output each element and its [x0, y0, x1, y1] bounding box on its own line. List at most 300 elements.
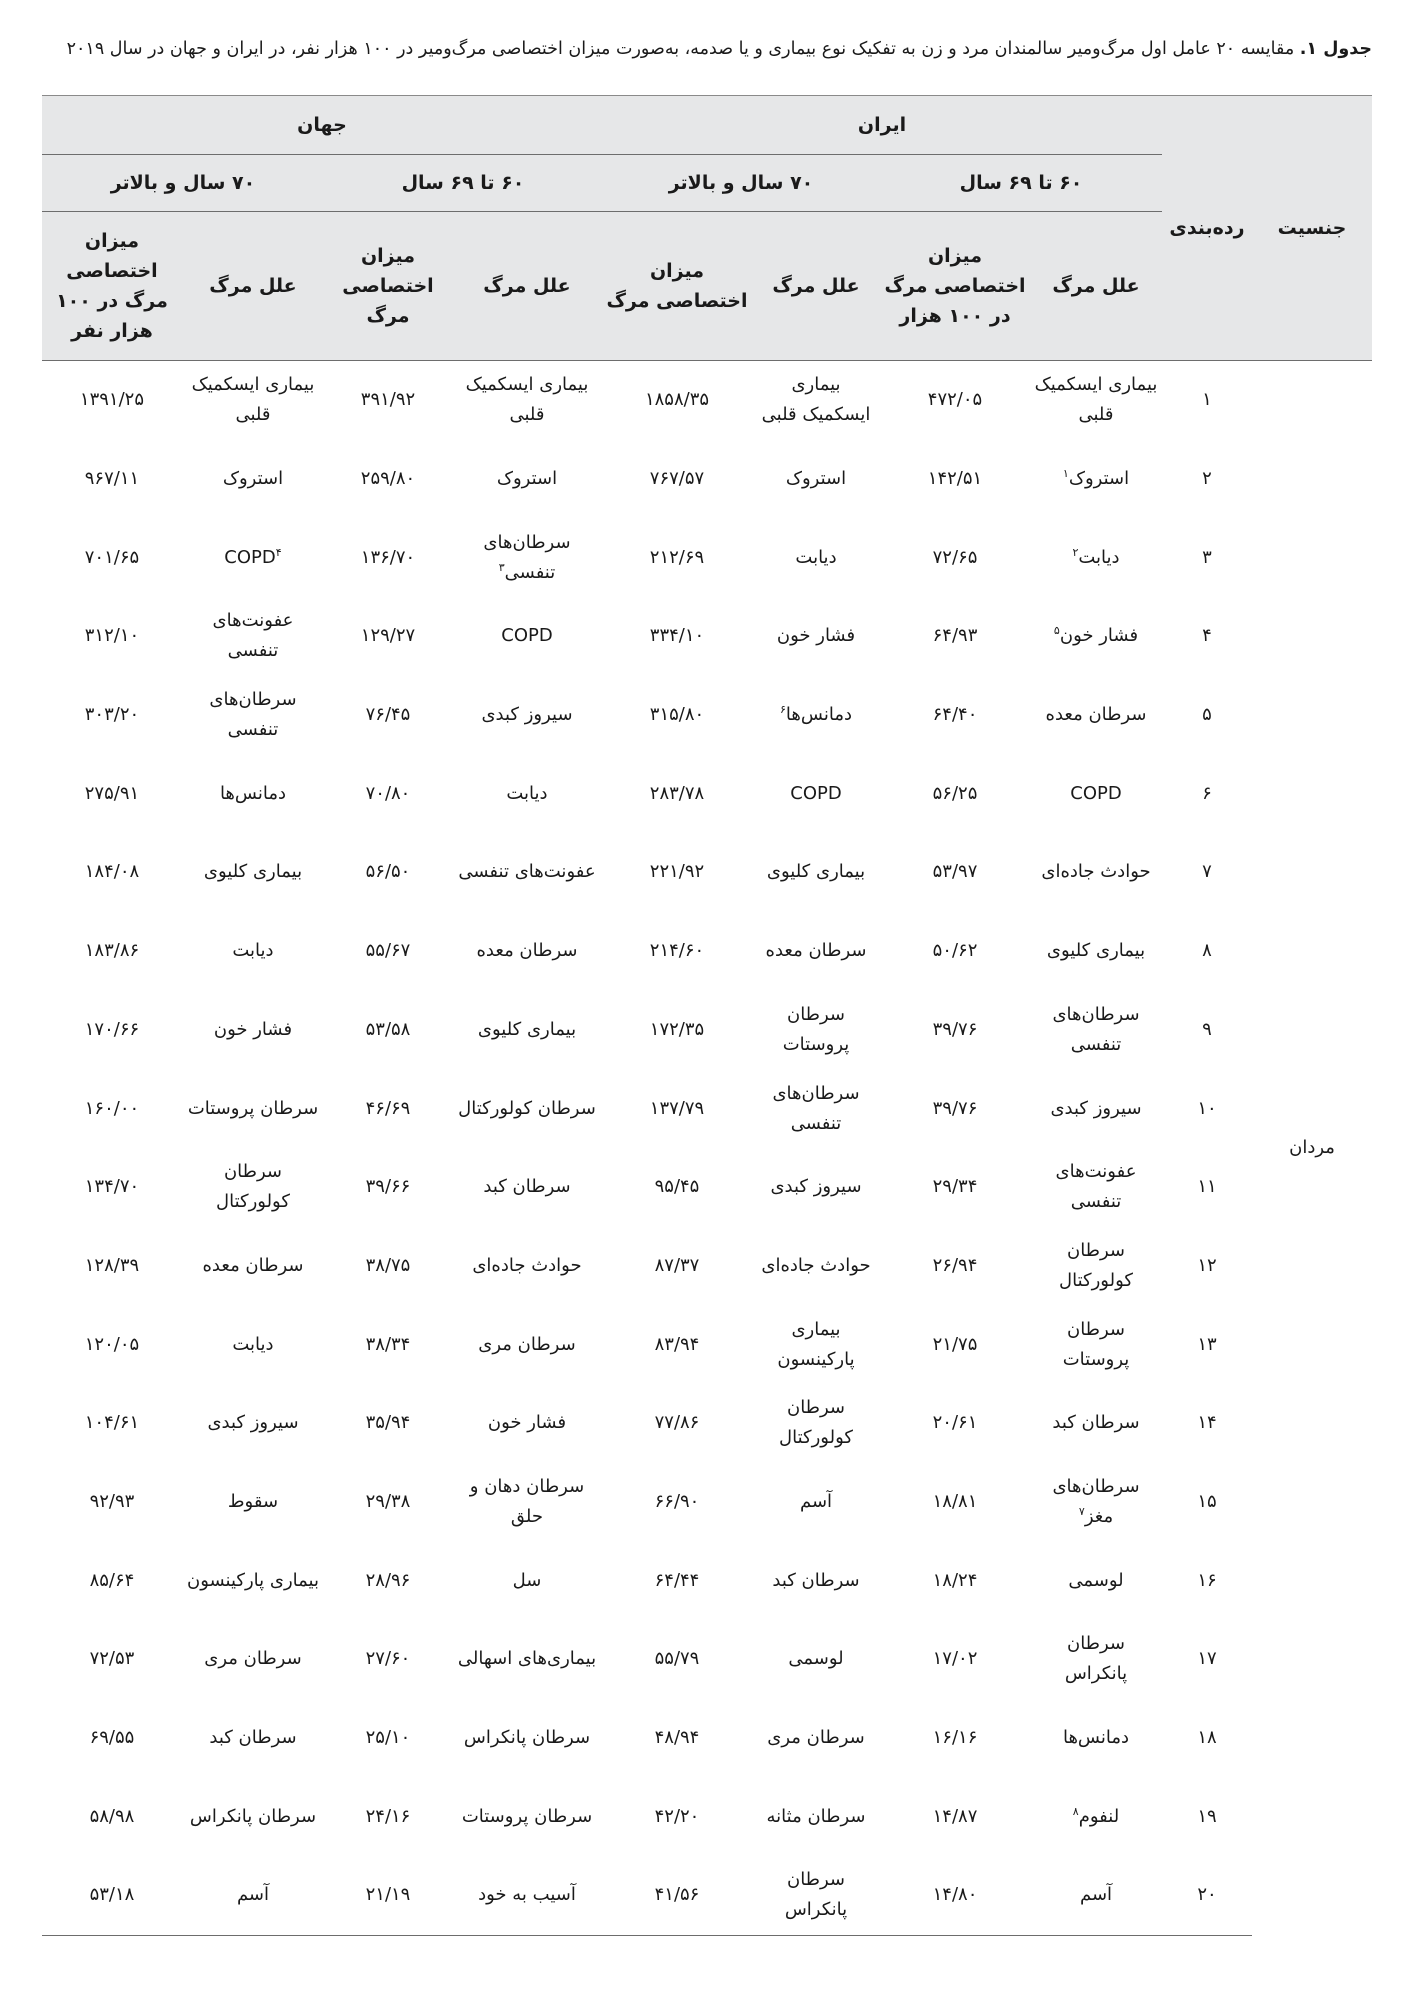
rate-world-60-69-cell — [324, 912, 452, 991]
rate-world-70-plus-text: ۷۰۱/۶۵ — [84, 546, 140, 568]
cause-world-60-69-text: استروک — [496, 468, 558, 490]
rate-world-60-69-cell — [324, 1699, 452, 1778]
cause-iran-70-plus-text: لوسمی — [788, 1648, 844, 1670]
rate-iran-70-plus-cell — [602, 1305, 752, 1384]
rate-world-60-69-text: ۳۵/۹۴ — [365, 1412, 411, 1434]
rate-world-70-plus-cell — [42, 1856, 182, 1935]
rate-world-60-69-text: ۵۵/۶۷ — [365, 940, 411, 962]
cause-iran-60-69-cell — [1030, 912, 1162, 991]
rate-world-60-69-text: ۲۹/۳۸ — [365, 1490, 411, 1512]
rate-iran-70-plus-text: ۴۲/۲۰ — [654, 1805, 700, 1827]
table-row — [42, 597, 1372, 676]
rate-world-60-69-text: ۲۸/۹۶ — [365, 1569, 411, 1591]
rate-iran-70-plus-text: ۲۱۴/۶۰ — [649, 940, 705, 962]
rate-world-70-plus-text: ۵۸/۹۸ — [89, 1805, 135, 1827]
rate-iran-70-plus-cell — [602, 676, 752, 755]
gender-cell: مردان — [1289, 1137, 1335, 1159]
rate-iran-60-69-text: ۱۸/۸۱ — [932, 1490, 978, 1512]
cause-iran-60-69-cell — [1030, 361, 1162, 440]
footnote-marker: ۵ — [1053, 624, 1060, 638]
footnote-marker: ۸ — [1072, 1804, 1079, 1818]
table-row — [42, 1227, 1372, 1306]
cause-world-70-plus-text: استروک — [222, 468, 284, 490]
rate-iran-60-69-cell — [880, 991, 1030, 1070]
rate-iran-70-plus-text: ۱۷۲/۳۵ — [649, 1018, 705, 1040]
cause-iran-70-plus-text: استروک — [785, 468, 847, 490]
rate-iran-70-plus-text: ۸۳/۹۴ — [654, 1333, 700, 1355]
cause-iran-60-69-cell — [1030, 440, 1162, 519]
rate-world-60-69-cell — [324, 1227, 452, 1306]
rate-iran-60-69-text: ۷۲/۶۵ — [932, 546, 978, 568]
cause-world-60-69-text: سرطان مری — [478, 1333, 576, 1355]
rate-iran-60-69-text: ۱۴/۸۷ — [932, 1805, 978, 1827]
cause-iran-60-69-text: حوادث جاده‌ای — [1041, 861, 1151, 883]
rate-world-70-plus-cell — [42, 440, 182, 519]
rate-world-70-plus-cell — [42, 912, 182, 991]
cause-world-60-69-text: سرطان کبد — [483, 1176, 571, 1198]
rate-iran-70-plus-text: ۲۸۳/۷۸ — [649, 782, 705, 804]
rate-iran-70-plus-text: ۹۵/۴۵ — [654, 1176, 700, 1198]
cause-iran-70-plus-text: سرطان کبد — [772, 1569, 860, 1591]
table-caption-text: مقایسه ۲۰ عامل اول مرگ‌ومیر سالمندان مرد و زن به تفکیک نوع بیماری و یا صدمه، به‌صورت میزان اختصاصی مرگ‌ومیر در ۱۰۰ هزار نفر، در ایران و جهان در سال ۲۰۱۹ — [66, 39, 1300, 59]
rate-iran-60-69-text: ۶۴/۴۰ — [932, 704, 978, 726]
rate-world-60-69-cell — [324, 1069, 452, 1148]
rate-iran-70-plus-cell — [602, 912, 752, 991]
rate-iran-70-plus-text: ۷۶۷/۵۷ — [649, 468, 705, 490]
rate-world-60-69-cell — [324, 1620, 452, 1699]
table-row — [42, 1069, 1372, 1148]
rate-world-70-plus-cell — [42, 1541, 182, 1620]
rate-world-70-plus-text: ۱۳۹۱/۲۵ — [79, 389, 144, 411]
rate-world-60-69-text: ۵۳/۵۸ — [365, 1018, 411, 1040]
rate-iran-70-plus-cell — [602, 754, 752, 833]
cause-world-60-69-cell — [452, 1305, 602, 1384]
rate-world-60-69-text: ۲۷/۶۰ — [365, 1648, 411, 1670]
cause-iran-70-plus-cell — [752, 754, 880, 833]
cause-world-70-plus-text: بیماری ایسکمیک قلبی — [191, 374, 315, 426]
header-cause-world-70-plus: علل مرگ — [182, 212, 324, 361]
rank-cell: ۱۵ — [1197, 1490, 1217, 1512]
rank-cell: ۲ — [1202, 468, 1212, 490]
header-cause-iran-70-plus: علل مرگ — [752, 212, 880, 361]
cause-iran-70-plus-text: سرطان مری — [767, 1727, 865, 1749]
cause-world-60-69-cell — [452, 1463, 602, 1542]
rate-iran-60-69-text: ۵۶/۲۵ — [932, 782, 978, 804]
footnote-marker: ۳ — [498, 560, 505, 574]
cause-world-70-plus-cell — [182, 1148, 324, 1227]
rate-world-60-69-text: ۲۱/۱۹ — [365, 1884, 411, 1906]
cause-iran-70-plus-cell — [752, 1856, 880, 1935]
header-world: جهان — [42, 96, 602, 155]
rate-iran-60-69-cell — [880, 1148, 1030, 1227]
rate-world-70-plus-text: ۱۸۴/۰۸ — [84, 861, 140, 883]
rate-iran-70-plus-cell — [602, 1148, 752, 1227]
header-iran-60-69: ۶۰ تا ۶۹ سال — [880, 155, 1162, 212]
cause-world-60-69-cell — [452, 1699, 602, 1778]
rate-world-60-69-cell — [324, 1777, 452, 1856]
cause-world-60-69-cell — [452, 1384, 602, 1463]
rate-world-60-69-cell — [324, 1148, 452, 1227]
rank-cell: ۱۹ — [1197, 1805, 1217, 1827]
cause-iran-60-69-text: سرطان پروستات — [1062, 1318, 1130, 1370]
header-iran: ایران — [602, 96, 1162, 155]
rate-world-70-plus-text: ۱۶۰/۰۰ — [84, 1097, 140, 1119]
footnote-marker: ۶ — [780, 703, 786, 717]
table-row — [42, 754, 1372, 833]
rate-world-60-69-cell — [324, 518, 452, 597]
cause-iran-70-plus-cell — [752, 1541, 880, 1620]
rate-iran-60-69-cell — [880, 361, 1030, 440]
rate-world-70-plus-text: ۳۱۲/۱۰ — [84, 625, 140, 647]
rate-world-70-plus-cell — [42, 1148, 182, 1227]
table-caption-label: جدول ۱. — [1299, 39, 1372, 59]
rate-world-60-69-text: ۲۴/۱۶ — [365, 1805, 411, 1827]
cause-world-70-plus-text: سرطان کولورکتال — [216, 1161, 290, 1213]
cause-world-70-plus-text: سیروز کبدی — [207, 1412, 299, 1434]
cause-iran-60-69-cell — [1030, 1069, 1162, 1148]
cause-iran-60-69-cell — [1030, 1148, 1162, 1227]
rate-iran-70-plus-cell — [602, 440, 752, 519]
rate-world-70-plus-cell — [42, 361, 182, 440]
cause-iran-60-69-text: لوسمی — [1068, 1569, 1124, 1591]
cause-iran-70-plus-text: سیروز کبدی — [770, 1176, 862, 1198]
cause-iran-70-plus-text: COPD — [790, 782, 842, 804]
rate-iran-70-plus-text: ۱۸۵۸/۳۵ — [644, 389, 710, 411]
table-row — [42, 991, 1372, 1070]
rate-iran-60-69-cell — [880, 833, 1030, 912]
rate-iran-70-plus-text: ۲۱۲/۶۹ — [649, 546, 705, 568]
table-row — [42, 1777, 1372, 1856]
table-row — [42, 1699, 1372, 1778]
cause-iran-60-69-text: فشار خون — [1059, 625, 1139, 647]
rate-iran-70-plus-text: ۲۲۱/۹۲ — [649, 861, 705, 883]
cause-world-60-69-cell — [452, 1148, 602, 1227]
cause-world-60-69-cell — [452, 1620, 602, 1699]
rate-iran-70-plus-cell — [602, 361, 752, 440]
rate-world-60-69-cell — [324, 440, 452, 519]
cause-world-60-69-cell — [452, 833, 602, 912]
rank-cell: ۱۲ — [1197, 1254, 1217, 1276]
cause-iran-60-69-text: COPD — [1070, 782, 1122, 804]
cause-world-60-69-cell — [452, 1069, 602, 1148]
cause-world-70-plus-cell — [182, 754, 324, 833]
rate-iran-60-69-cell — [880, 1620, 1030, 1699]
rank-cell: ۷ — [1202, 861, 1212, 883]
table-header — [42, 96, 1372, 361]
cause-iran-60-69-text: سرطان کولورکتال — [1059, 1239, 1133, 1291]
rate-iran-70-plus-text: ۳۱۵/۸۰ — [649, 704, 705, 726]
rate-iran-70-plus-cell — [602, 1699, 752, 1778]
cause-iran-60-69-text: لنفوم — [1078, 1805, 1120, 1827]
rate-iran-70-plus-cell — [602, 1463, 752, 1542]
rate-iran-70-plus-cell — [602, 1227, 752, 1306]
cause-world-70-plus-text: سرطان پانکراس — [189, 1805, 317, 1827]
cause-world-60-69-text: فشار خون — [487, 1412, 567, 1434]
rate-iran-70-plus-text: ۷۷/۸۶ — [654, 1412, 700, 1434]
table-row — [42, 361, 1372, 440]
cause-world-70-plus-text: فشار خون — [213, 1018, 293, 1040]
rate-world-60-69-text: ۳۹۱/۹۲ — [360, 389, 416, 411]
rate-world-60-69-text: ۳۹/۶۶ — [365, 1176, 411, 1198]
cause-world-70-plus-text: آسم — [236, 1884, 270, 1906]
table-caption — [40, 34, 1372, 65]
rate-world-60-69-text: ۱۳۶/۷۰ — [360, 546, 416, 568]
cause-iran-60-69-text: سرطان کبد — [1052, 1412, 1140, 1434]
rate-iran-70-plus-text: ۶۴/۴۴ — [654, 1569, 700, 1591]
cause-world-70-plus-cell — [182, 833, 324, 912]
cause-iran-70-plus-cell — [752, 1463, 880, 1542]
rank-cell: ۹ — [1202, 1018, 1212, 1040]
cause-iran-60-69-cell — [1030, 1699, 1162, 1778]
cause-world-60-69-cell — [452, 1541, 602, 1620]
table-row — [42, 1541, 1372, 1620]
rate-world-70-plus-cell — [42, 1227, 182, 1306]
footnote-marker: ۷ — [1078, 1504, 1085, 1518]
cause-world-70-plus-text: دیابت — [232, 1333, 274, 1355]
rate-iran-60-69-cell — [880, 440, 1030, 519]
cause-world-70-plus-cell — [182, 1856, 324, 1935]
cause-world-70-plus-text: سرطان پروستات — [187, 1097, 319, 1119]
rate-iran-70-plus-cell — [602, 1384, 752, 1463]
rate-iran-60-69-text: ۲۰/۶۱ — [932, 1412, 978, 1434]
cause-iran-60-69-text: سیروز کبدی — [1050, 1097, 1142, 1119]
rank-cell: ۵ — [1202, 704, 1212, 726]
rate-world-70-plus-cell — [42, 676, 182, 755]
cause-world-60-69-cell — [452, 676, 602, 755]
cause-iran-70-plus-cell — [752, 361, 880, 440]
cause-world-70-plus-cell — [182, 1620, 324, 1699]
rank-cell: ۱۸ — [1197, 1727, 1217, 1749]
rate-world-60-69-text: ۷۶/۴۵ — [365, 704, 411, 726]
cause-iran-60-69-text: بیماری ایسکمیک قلبی — [1034, 374, 1158, 426]
header-rate-world-70-plus: میزان اختصاصی مرگ در ۱۰۰ هزار نفر — [42, 212, 182, 361]
rate-iran-70-plus-text: ۳۳۴/۱۰ — [649, 625, 705, 647]
rate-world-60-69-cell — [324, 1305, 452, 1384]
cause-iran-60-69-cell — [1030, 754, 1162, 833]
cause-iran-70-plus-cell — [752, 440, 880, 519]
rate-world-70-plus-cell — [42, 991, 182, 1070]
cause-world-70-plus-text: دمانس‌ها — [219, 782, 287, 804]
rate-iran-70-plus-text: ۴۱/۵۶ — [654, 1884, 700, 1906]
cause-iran-70-plus-cell — [752, 1699, 880, 1778]
rate-iran-70-plus-cell — [602, 1069, 752, 1148]
rate-iran-60-69-cell — [880, 1069, 1030, 1148]
header-rate-world-60-69: میزان اختصاصی مرگ — [324, 212, 452, 361]
cause-iran-60-69-cell — [1030, 1856, 1162, 1935]
header-rank: رده‌بندی — [1162, 96, 1252, 361]
table-row — [42, 676, 1372, 755]
cause-iran-70-plus-cell — [752, 1227, 880, 1306]
rate-iran-60-69-text: ۵۳/۹۷ — [932, 861, 978, 883]
cause-iran-70-plus-cell — [752, 833, 880, 912]
cause-world-60-69-text: سرطان پروستات — [461, 1805, 593, 1827]
cause-world-60-69-text: آسیب به خود — [478, 1884, 576, 1906]
cause-world-70-plus-cell — [182, 912, 324, 991]
table-row — [42, 1463, 1372, 1542]
rate-iran-70-plus-text: ۶۶/۹۰ — [654, 1490, 700, 1512]
rate-world-70-plus-cell — [42, 1699, 182, 1778]
cause-iran-60-69-text: بیماری کلیوی — [1046, 940, 1146, 962]
cause-world-60-69-cell — [452, 597, 602, 676]
header-iran-70-plus: ۷۰ سال و بالاتر — [602, 155, 880, 212]
rate-iran-60-69-cell — [880, 597, 1030, 676]
rank-cell: ۱۴ — [1197, 1412, 1217, 1434]
cause-world-60-69-cell — [452, 991, 602, 1070]
rate-world-70-plus-text: ۱۷۰/۶۶ — [84, 1018, 140, 1040]
cause-iran-60-69-text: آسم — [1079, 1884, 1113, 1906]
rate-world-70-plus-cell — [42, 754, 182, 833]
cause-iran-60-69-cell — [1030, 1227, 1162, 1306]
cause-iran-70-plus-text: دیابت — [795, 546, 837, 568]
cause-world-70-plus-cell — [182, 1384, 324, 1463]
cause-world-60-69-text: سل — [512, 1569, 542, 1591]
cause-world-70-plus-text: سرطان معده — [202, 1254, 304, 1276]
header-gender: جنسیت — [1252, 96, 1372, 361]
cause-iran-60-69-cell — [1030, 1463, 1162, 1542]
rank-cell: ۳ — [1202, 546, 1212, 568]
cause-world-60-69-cell — [452, 1227, 602, 1306]
rate-world-70-plus-cell — [42, 1620, 182, 1699]
rate-world-60-69-cell — [324, 754, 452, 833]
rate-world-60-69-text: ۲۵/۱۰ — [365, 1727, 411, 1749]
cause-world-60-69-cell — [452, 754, 602, 833]
cause-iran-70-plus-text: بیماری کلیوی — [766, 861, 866, 883]
header-rate-iran-60-69: میزان اختصاصی مرگ در ۱۰۰ هزار — [880, 212, 1030, 361]
cause-iran-70-plus-cell — [752, 676, 880, 755]
cause-iran-70-plus-text: آسم — [799, 1490, 833, 1512]
rate-world-70-plus-cell — [42, 1463, 182, 1542]
table-row — [42, 912, 1372, 991]
cause-world-60-69-text: سرطان معده — [476, 940, 578, 962]
cause-iran-60-69-text: سرطان‌های مغز — [1052, 1475, 1140, 1527]
cause-world-70-plus-cell — [182, 991, 324, 1070]
cause-world-70-plus-cell — [182, 1227, 324, 1306]
rate-iran-70-plus-cell — [602, 597, 752, 676]
rate-iran-70-plus-text: ۵۵/۷۹ — [654, 1648, 700, 1670]
rank-cell: ۱۳ — [1197, 1333, 1217, 1355]
rate-world-60-69-cell — [324, 1541, 452, 1620]
cause-iran-60-69-text: سرطان‌های تنفسی — [1052, 1003, 1140, 1055]
cause-iran-70-plus-text: سرطان پانکراس — [784, 1869, 848, 1921]
cause-world-60-69-text: دیابت — [506, 782, 548, 804]
table-row — [42, 1856, 1372, 1935]
cause-world-60-69-text: سرطان پانکراس — [463, 1727, 591, 1749]
rate-iran-60-69-text: ۱۸/۲۴ — [932, 1569, 978, 1591]
rate-iran-60-69-text: ۲۶/۹۴ — [932, 1254, 978, 1276]
cause-world-60-69-cell — [452, 361, 602, 440]
rate-world-60-69-text: ۱۲۹/۲۷ — [360, 625, 416, 647]
rate-world-60-69-cell — [324, 1856, 452, 1935]
rate-iran-70-plus-cell — [602, 1777, 752, 1856]
rate-iran-60-69-text: ۴۷۲/۰۵ — [927, 389, 983, 411]
cause-world-70-plus-cell — [182, 1463, 324, 1542]
cause-world-60-69-text: عفونت‌های تنفسی — [458, 861, 596, 883]
rate-iran-60-69-text: ۱۷/۰۲ — [932, 1648, 978, 1670]
rate-iran-60-69-cell — [880, 912, 1030, 991]
cause-world-70-plus-text: سرطان‌های تنفسی — [209, 689, 297, 741]
rate-iran-60-69-cell — [880, 1384, 1030, 1463]
cause-iran-60-69-text: سرطان پانکراس — [1064, 1633, 1128, 1685]
cause-iran-60-69-text: دمانس‌ها — [1062, 1727, 1130, 1749]
cause-world-70-plus-cell — [182, 1305, 324, 1384]
cause-world-70-plus-cell — [182, 597, 324, 676]
rate-world-70-plus-text: ۱۲۰/۰۵ — [84, 1333, 140, 1355]
cause-world-60-69-text: سرطان دهان و حلق — [469, 1475, 585, 1527]
cause-iran-70-plus-text: بیماری پارکینسون — [777, 1318, 855, 1370]
rate-iran-60-69-cell — [880, 1699, 1030, 1778]
cause-world-70-plus-cell — [182, 440, 324, 519]
cause-world-70-plus-cell — [182, 676, 324, 755]
rate-iran-60-69-text: ۳۹/۷۶ — [932, 1097, 978, 1119]
rank-cell: ۱۱ — [1197, 1176, 1217, 1198]
rate-world-70-plus-text: ۸۵/۶۴ — [89, 1569, 135, 1591]
table-row — [42, 1148, 1372, 1227]
cause-world-60-69-text: سیروز کبدی — [481, 704, 573, 726]
mortality-table — [42, 95, 1372, 1936]
cause-world-60-69-text: COPD — [501, 625, 553, 647]
rate-iran-70-plus-cell — [602, 833, 752, 912]
footnote-marker: ۴ — [275, 545, 282, 559]
cause-world-70-plus-text: دیابت — [232, 940, 274, 962]
cause-iran-70-plus-text: فشار خون — [776, 625, 856, 647]
rate-iran-60-69-cell — [880, 1227, 1030, 1306]
cause-world-70-plus-cell — [182, 361, 324, 440]
cause-iran-60-69-text: عفونت‌های تنفسی — [1055, 1161, 1137, 1213]
rate-iran-70-plus-cell — [602, 1620, 752, 1699]
cause-iran-70-plus-text: بیماری ایسکمیک قلبی — [761, 374, 871, 426]
cause-world-70-plus-text: سرطان کبد — [209, 1727, 297, 1749]
rate-world-70-plus-cell — [42, 1305, 182, 1384]
cause-world-60-69-text: بیماری کلیوی — [477, 1018, 577, 1040]
rank-cell: ۲۰ — [1162, 1856, 1252, 1935]
rate-world-70-plus-text: ۹۲/۹۳ — [89, 1490, 135, 1512]
rate-world-60-69-text: ۷۰/۸۰ — [365, 782, 411, 804]
header-rate-iran-70-plus: میزان اختصاصی مرگ — [602, 212, 752, 361]
cause-iran-60-69-cell — [1030, 991, 1162, 1070]
cause-iran-70-plus-cell — [752, 1384, 880, 1463]
cause-iran-60-69-cell — [1030, 1305, 1162, 1384]
rate-iran-60-69-cell — [880, 1856, 1030, 1935]
rate-iran-70-plus-text: ۸۷/۳۷ — [654, 1254, 700, 1276]
rate-iran-70-plus-cell — [602, 518, 752, 597]
cause-iran-70-plus-text: سرطان معده — [765, 940, 867, 962]
rate-world-70-plus-cell — [42, 518, 182, 597]
cause-iran-70-plus-cell — [752, 1069, 880, 1148]
rate-world-70-plus-cell — [42, 1069, 182, 1148]
table-body — [42, 361, 1372, 1936]
cause-iran-70-plus-cell — [752, 912, 880, 991]
table-row — [42, 833, 1372, 912]
cause-world-70-plus-cell — [182, 1069, 324, 1148]
header-cause-world-60-69: علل مرگ — [452, 212, 602, 361]
cause-world-60-69-text: حوادث جاده‌ای — [472, 1254, 582, 1276]
cause-world-70-plus-cell — [182, 1777, 324, 1856]
cause-iran-70-plus-text: سرطان کولورکتال — [779, 1397, 853, 1449]
rate-world-70-plus-text: ۵۳/۱۸ — [89, 1884, 135, 1906]
rate-iran-60-69-text: ۲۱/۷۵ — [932, 1333, 978, 1355]
rate-world-70-plus-text: ۱۸۳/۸۶ — [84, 940, 140, 962]
cause-iran-70-plus-cell — [752, 1148, 880, 1227]
table-row — [42, 1305, 1372, 1384]
rate-world-70-plus-text: ۹۶۷/۱۱ — [84, 468, 140, 490]
rate-world-70-plus-text: ۳۰۳/۲۰ — [84, 704, 140, 726]
cause-world-70-plus-text: بیماری پارکینسون — [186, 1569, 319, 1591]
rate-world-60-69-cell — [324, 991, 452, 1070]
rate-world-60-69-text: ۳۸/۷۵ — [365, 1254, 411, 1276]
rate-world-60-69-cell — [324, 597, 452, 676]
cause-iran-60-69-text: دیابت — [1078, 546, 1120, 568]
rate-world-70-plus-text: ۱۲۸/۳۹ — [84, 1254, 140, 1276]
